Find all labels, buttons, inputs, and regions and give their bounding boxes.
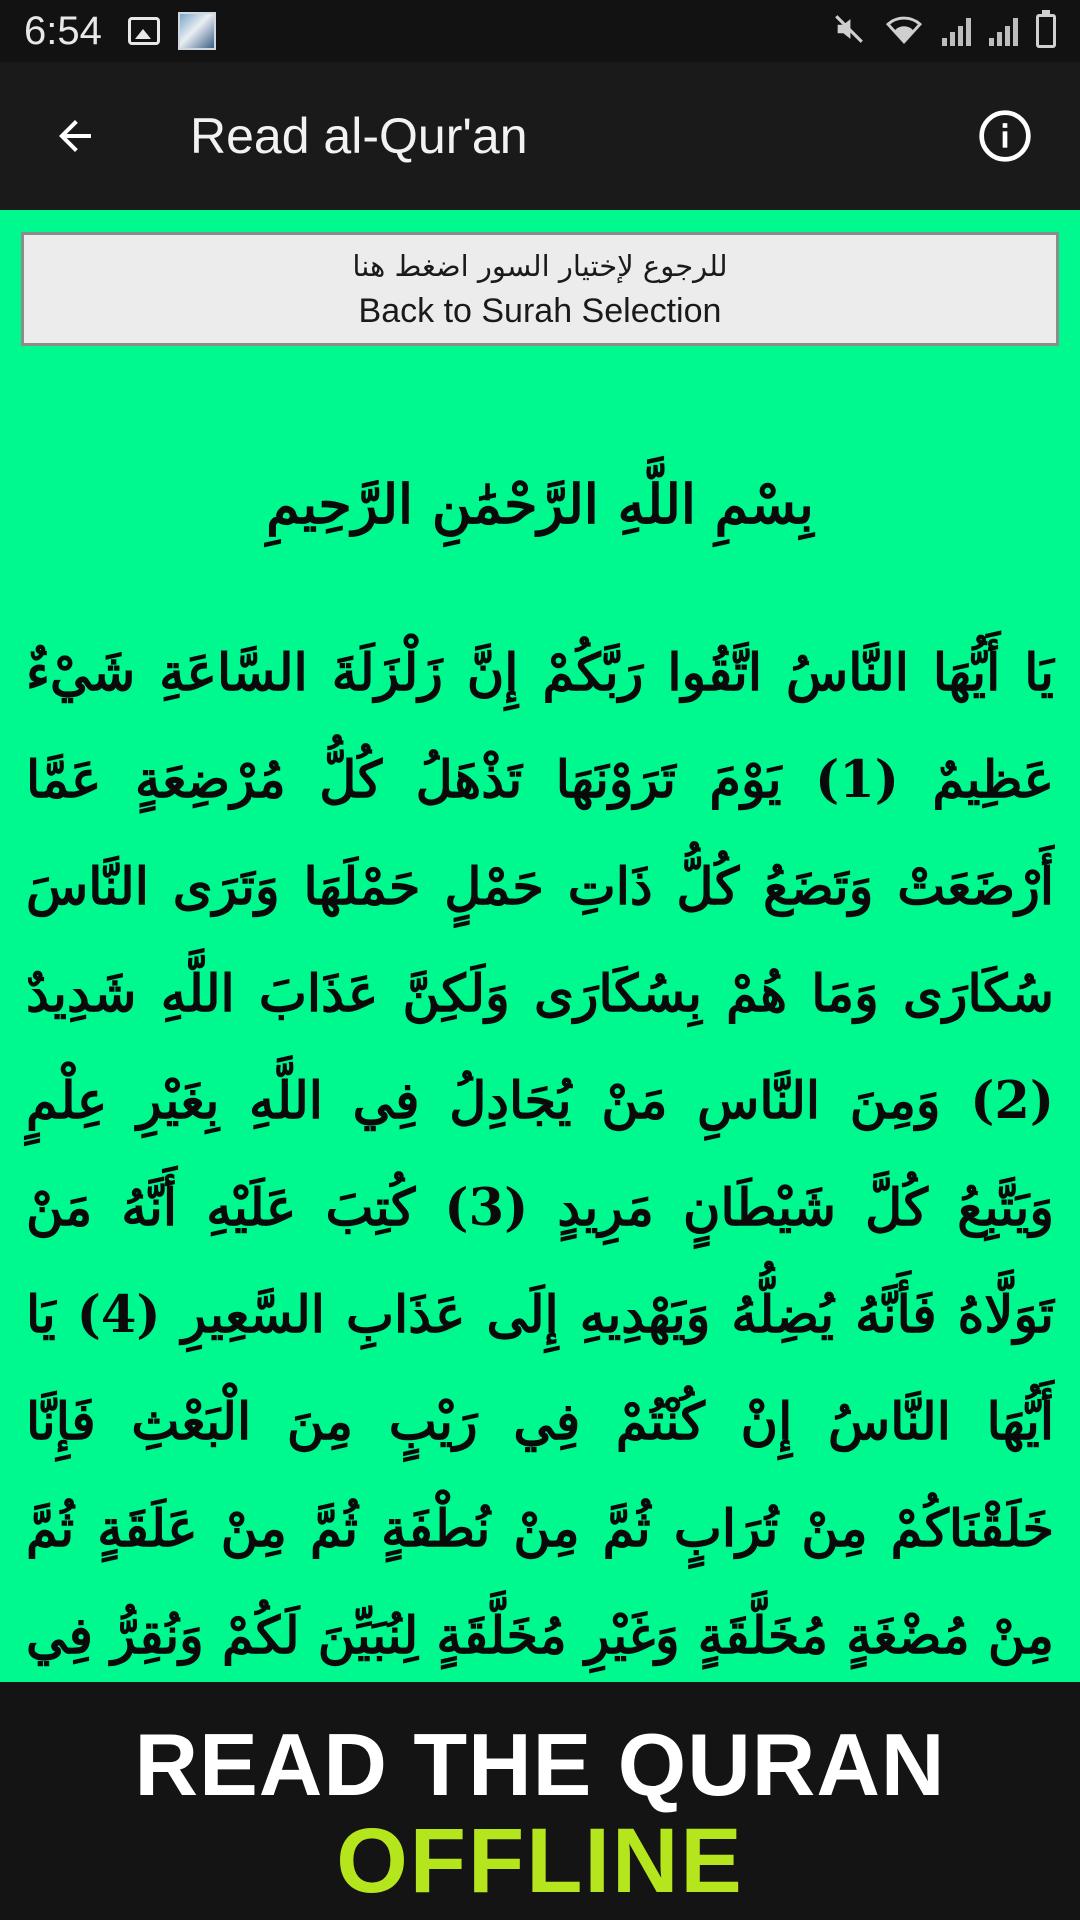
promo-banner: [0, 1682, 1080, 1920]
wifi-icon: [884, 13, 924, 50]
status-time: 6:54: [24, 8, 102, 53]
status-left-icons: [128, 12, 216, 50]
back-to-surah-selection-button[interactable]: [21, 232, 1059, 346]
status-bar: [0, 0, 1080, 62]
battery-charging-icon: [1036, 14, 1056, 48]
banner-subheadline: OFFLINE: [336, 1810, 744, 1912]
page-title: Read al-Qur'an: [190, 108, 528, 164]
status-right-icons: [832, 12, 1056, 51]
back-button-label-en: Back to Surah Selection: [358, 292, 722, 330]
app-thumbnail-icon: [178, 12, 216, 50]
image-icon: [128, 17, 160, 45]
signal-icon: [942, 16, 971, 46]
back-button-label-ar: للرجوع لإختيار السور اضغط هنا: [352, 249, 728, 283]
banner-headline: READ THE QURAN: [134, 1715, 946, 1814]
surah-text: يَا أَيُّهَا النَّاسُ اتَّقُوا رَبَّكُمْ إِنَّ زَلْزَلَةَ السَّاعَةِ شَيْءٌ عَظِيمٌ (1) يَوْمَ تَرَوْنَهَا تَذْهَلُ كُلُّ مُرْضِعَةٍ عَمَّا أَرْضَعَتْ وَتَضَعُ كُلُّ ذَاتِ حَمْلٍ حَمْلَهَا وَتَرَى النَّاسَ سُكَارَى وَمَا هُمْ بِسُكَارَى وَلَكِنَّ عَذَابَ اللَّهِ شَدِيدٌ (2) وَمِنَ النَّاسِ مَنْ يُجَادِلُ فِي اللَّهِ بِغَيْرِ عِلْمٍ وَيَتَّبِعُ كُلَّ شَيْطَانٍ مَرِيدٍ (3) كُتِبَ عَلَيْهِ أَنَّهُ مَنْ تَوَلَّاهُ فَأَنَّهُ يُضِلُّهُ وَيَهْدِيهِ إِلَى عَذَابِ السَّعِيرِ (4) يَا أَيُّهَا النَّاسُ إِنْ كُنْتُمْ فِي رَيْبٍ مِنَ الْبَعْثِ فَإِنَّا خَلَقْنَاكُمْ مِنْ تُرَابٍ ثُمَّ مِنْ نُطْفَةٍ ثُمَّ مِنْ عَلَقَةٍ ثُمَّ مِنْ مُضْغَةٍ مُخَلَّقَةٍ وَغَيْرِ مُخَلَّقَةٍ لِنُبَيِّنَ لَكُمْ وَنُقِرُّ فِي: [26, 643, 1054, 1666]
app-bar: [0, 62, 1080, 210]
signal-icon-2: [989, 16, 1018, 46]
mute-icon: [832, 12, 866, 51]
arrow-left-icon: [51, 112, 99, 160]
info-icon: [977, 108, 1033, 164]
surah-content[interactable]: [0, 210, 1080, 1682]
basmala: بِسْمِ اللَّهِ الرَّحْمَٰنِ الرَّحِيمِ: [266, 472, 814, 536]
info-button[interactable]: [930, 62, 1080, 210]
back-button[interactable]: [0, 62, 150, 210]
